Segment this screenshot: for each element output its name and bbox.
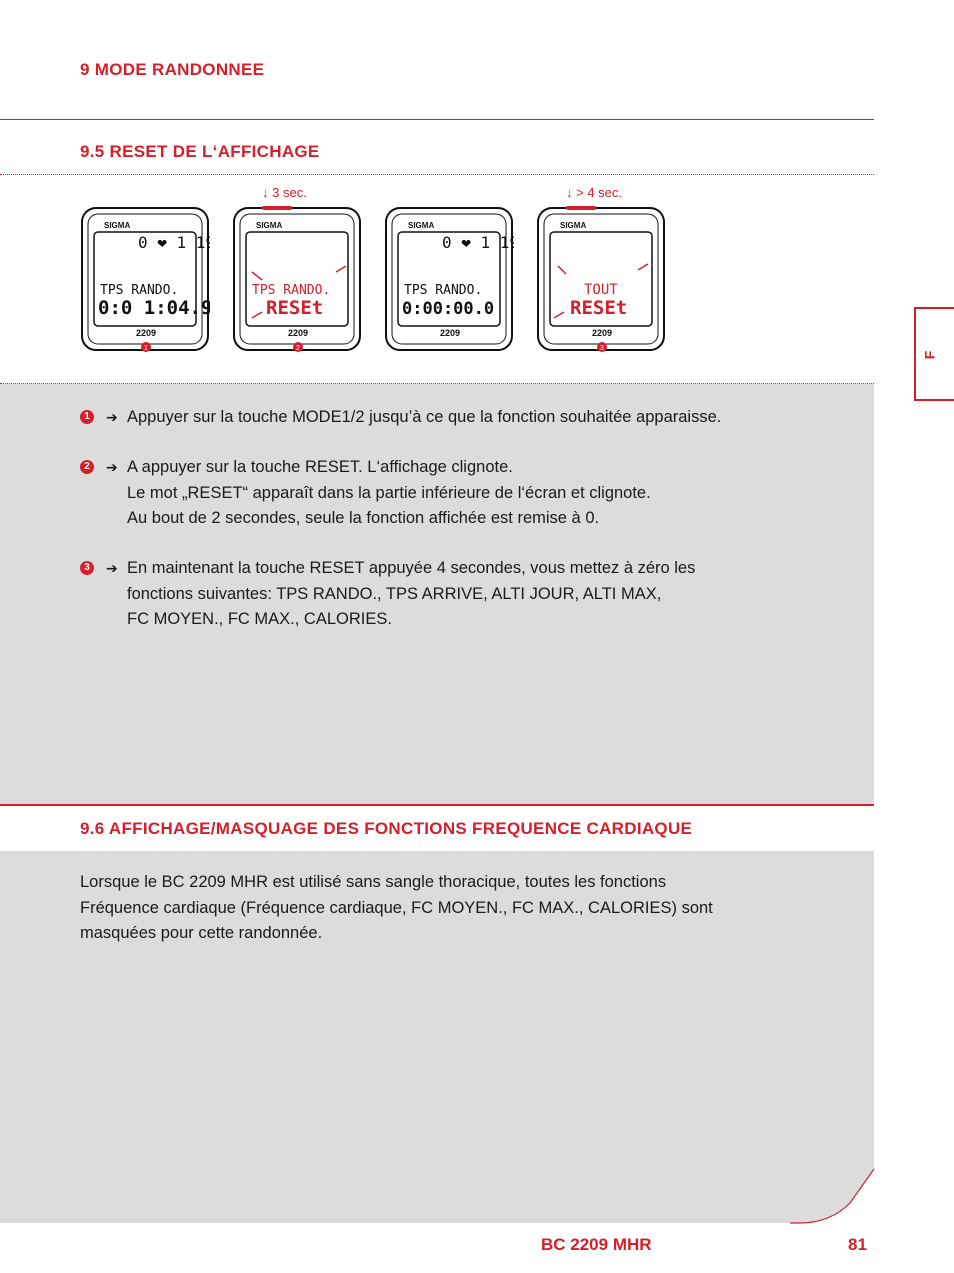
heart-rate-paragraph: Lorsque le BC 2209 MHR est utilisé sans sangle thoracique, toutes les fonctions Fréquence cardiaque (Fréquence cardiaque, FC MOYEN., FC MAX., CALORIES) sont masquées pour cette randonnée.	[80, 873, 713, 942]
step-number: 3	[80, 561, 94, 575]
page-number: 81	[848, 1235, 867, 1254]
svg-text:0 ❤ 1 19: 0 ❤ 1 19	[138, 233, 210, 252]
svg-text:TOUT: TOUT	[584, 282, 618, 298]
svg-text:RESEt: RESEt	[266, 297, 324, 319]
device-display-4	[536, 206, 666, 352]
arrow-right-icon: ➔	[106, 409, 118, 425]
illustration-strip	[0, 175, 874, 384]
svg-text:2: 2	[296, 345, 300, 352]
section-header-reset	[0, 120, 874, 175]
step-number: 1	[80, 410, 94, 424]
svg-text:2209: 2209	[440, 328, 461, 338]
svg-text:SIGMA: SIGMA	[104, 221, 131, 230]
svg-text:2209: 2209	[592, 328, 613, 338]
svg-text:TPS RANDO.: TPS RANDO.	[100, 283, 179, 298]
svg-text:0:00:00.0: 0:00:00.0	[402, 299, 495, 319]
arrow-right-icon: ➔	[106, 560, 118, 576]
svg-text:0 ❤ 1 19: 0 ❤ 1 19	[442, 233, 514, 252]
svg-text:3: 3	[600, 345, 604, 352]
press-duration-2: ↓ > 4 sec.	[566, 185, 623, 200]
section-title-reset: 9.5 RESET DE L‘AFFICHAGE	[80, 142, 320, 161]
device-display-1	[80, 206, 210, 352]
chapter-title: 9 MODE RANDONNEE	[80, 60, 265, 79]
svg-text:TPS RANDO.: TPS RANDO.	[252, 283, 331, 298]
arrow-right-icon: ➔	[106, 459, 118, 475]
section-header-heart-rate	[0, 806, 874, 852]
svg-text:SIGMA: SIGMA	[408, 221, 435, 230]
press-duration-1: ↓ 3 sec.	[262, 185, 307, 200]
footer-model: BC 2209 MHR	[541, 1235, 652, 1254]
page-corner-decoration	[790, 1165, 876, 1225]
language-side-tab: F	[914, 307, 954, 401]
device-display-3	[384, 206, 514, 352]
svg-text:RESEt: RESEt	[570, 297, 628, 319]
svg-text:1: 1	[144, 345, 148, 352]
svg-text:2209: 2209	[136, 328, 157, 338]
step-number: 2	[80, 460, 94, 474]
svg-text:TPS RANDO.: TPS RANDO.	[404, 283, 483, 298]
svg-text:SIGMA: SIGMA	[256, 221, 283, 230]
section-title-heart-rate: 9.6 AFFICHAGE/MASQUAGE DES FONCTIONS FREQUENCE CARDIAQUE	[80, 819, 693, 838]
svg-text:SIGMA: SIGMA	[560, 221, 587, 230]
svg-text:2209: 2209	[288, 328, 309, 338]
device-display-2	[232, 206, 362, 352]
svg-text:0:0 1:04.9: 0:0 1:04.9	[98, 297, 210, 319]
